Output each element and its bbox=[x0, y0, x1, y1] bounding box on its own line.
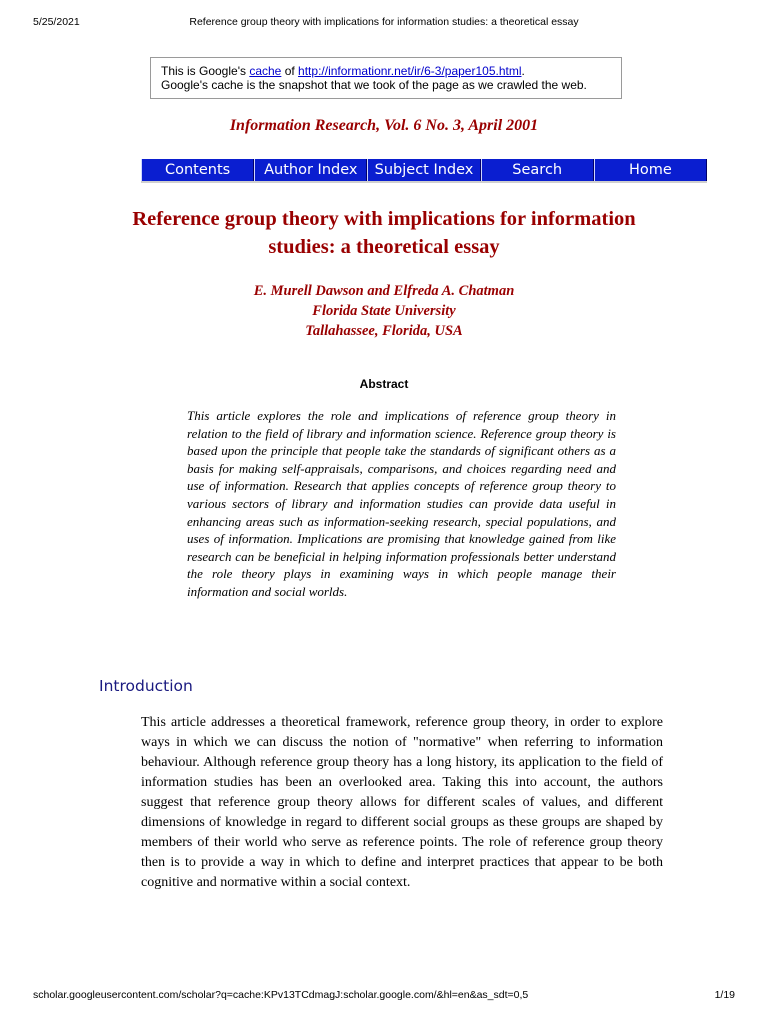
navigation-bar bbox=[141, 159, 707, 183]
cache-link[interactable]: cache bbox=[249, 64, 282, 78]
nav-home[interactable]: Home bbox=[594, 159, 707, 181]
cache-notice-suffix: . bbox=[521, 64, 525, 78]
cache-notice-prefix: This is Google's bbox=[161, 64, 250, 78]
introduction-heading: Introduction bbox=[99, 677, 193, 695]
abstract-text: This article explores the role and implications of reference group theory in relation to the field of library and information science. Reference group theory is based upon the principle that people take the standards of significant others as a basis for making self-appraisals, comparisons, and choices regarding need and use of information. Research that applies concepts of reference group theory to various sectors of library and information studies can provide data useful in enhancing areas such as information-seeking research, special populations, and uses of information. Implications are promising that knowledge gained from like research can be beneficial in helping information professionals better understand the role theory plays in examining ways in which people manage their information and social worlds. bbox=[187, 408, 616, 599]
nav-author-index[interactable]: Author Index bbox=[254, 159, 367, 181]
introduction-paragraph: This article addresses a theoretical framework, reference group theory, in order to explore ways in which we can discuss the notion of "normative" when referring to information behaviour. Although reference group theory has a long history, its application to the field of information studies has been an overlooked area. Taking this into account, the authors suggest that reference group theory allows for different scales of values, and different dimensions of knowledge in regard to different social groups as these groups are shaped by members of their world who serve as reference points. The role of reference group theory then is to provide a way in which to define and interpret practices that appear to be both cognitive and normative within a social context. bbox=[141, 715, 663, 890]
nav-subject-index[interactable]: Subject Index bbox=[367, 159, 480, 181]
print-url: scholar.googleusercontent.com/scholar?q=cache:KPv13TCdmagJ:scholar.google.com/&hl=en&as_sdt=0,5 bbox=[33, 989, 529, 1001]
google-cache-notice bbox=[150, 57, 622, 99]
affiliation: Florida State University bbox=[312, 303, 456, 319]
print-date: 5/25/2021 bbox=[33, 16, 80, 28]
cache-notice-mid: of bbox=[281, 64, 299, 78]
nav-search[interactable]: Search bbox=[481, 159, 594, 181]
cache-notice-line-1 bbox=[161, 64, 611, 78]
author-block bbox=[0, 281, 768, 341]
page-number: 1/19 bbox=[714, 989, 735, 1001]
nav-contents[interactable]: Contents bbox=[141, 159, 254, 181]
source-url-link[interactable]: http://informationr.net/ir/6-3/paper105.html bbox=[298, 64, 522, 78]
authors: E. Murell Dawson and Elfreda A. Chatman bbox=[253, 283, 515, 299]
print-document-title: Reference group theory with implications for information studies: a theoretical essay bbox=[189, 16, 579, 28]
article-title: Reference group theory with implications for information studies: a theoretical essay bbox=[132, 208, 636, 258]
journal-issue-line: Information Research, Vol. 6 No. 3, April 2001 bbox=[229, 117, 539, 134]
abstract-heading: Abstract bbox=[359, 377, 409, 391]
location: Tallahassee, Florida, USA bbox=[305, 323, 463, 339]
cache-notice-line-2: Google's cache is the snapshot that we took of the page as we crawled the web. bbox=[161, 78, 587, 92]
